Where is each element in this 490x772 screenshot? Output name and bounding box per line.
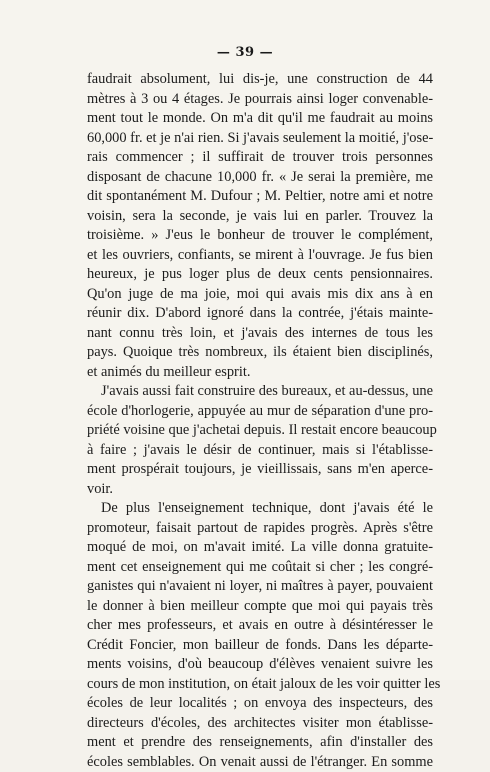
text-line: voisin, sera la seconde, je vais lui en parler. Trouvez la (87, 207, 433, 227)
text-line: ment prospérait toujours, je vieillissais, sans m'en aperce- (87, 460, 433, 480)
text-line: le donner à bien meilleur compte que moi qui payais très (87, 597, 433, 617)
text-line: faudrait absolument, lui dis-je, une construction de 44 (87, 70, 433, 90)
text-line: directeurs d'écoles, des architectes visiter mon établisse- (87, 714, 433, 734)
paragraph (87, 499, 433, 772)
text-line: Crédit Foncier, mon bailleur de fonds. Dans les départe- (87, 636, 433, 656)
text-line: cours de mon institution, on était jaloux de les voir quitter les (87, 675, 433, 695)
text-line: troisième. » J'eus le bonheur de trouver le complément, (87, 226, 433, 246)
text-line: et animés du meilleur esprit. (87, 363, 433, 383)
paragraph (87, 70, 433, 382)
paragraph (87, 382, 433, 499)
text-line: rais commencer ; il suffirait de trouver trois personnes (87, 148, 433, 168)
page-number: — 39 — (0, 45, 490, 60)
text-line: et les ouvriers, confiants, se mirent à l'ouvrage. Je fus bien (87, 246, 433, 266)
text-line: priété voisine que j'achetai depuis. Il restait encore beaucoup (87, 421, 433, 441)
text-line: ment cet enseignement qui me coûtait si cher ; les congré- (87, 558, 433, 578)
text-line: mètres à 3 ou 4 étages. Je pourrais ainsi loger convenable- (87, 90, 433, 110)
body-text (87, 70, 433, 772)
text-line: J'avais aussi fait construire des bureaux, et au-dessus, une (87, 382, 433, 402)
text-line: cher mes professeurs, et avais en outre à désintéresser le (87, 616, 433, 636)
text-line: moqué de moi, on m'avait imité. La ville donna gratuite- (87, 538, 433, 558)
text-line: ments voisins, d'où beaucoup d'élèves venaient suivre les (87, 655, 433, 675)
text-line: Qu'on juge de ma joie, moi qui avais mis dix ans à en (87, 285, 433, 305)
text-line: heureux, je pus loger plus de deux cents pensionnaires. (87, 265, 433, 285)
text-line: pays. Quoique très nombreux, ils étaient bien disciplinés, (87, 343, 433, 363)
text-line: De plus l'enseignement technique, dont j'avais été le (87, 499, 433, 519)
text-line: promoteur, faisait partout de rapides progrès. Après s'être (87, 519, 433, 539)
text-line: réunir dix. D'abord ignoré dans la contrée, j'étais mainte- (87, 304, 433, 324)
text-line: nant connu très loin, et j'avais des internes de tous les (87, 324, 433, 344)
text-line: école d'horlogerie, appuyée au mur de séparation d'une pro- (87, 402, 433, 422)
text-line: 60,000 fr. et je n'ai rien. Si j'avais seulement la moitié, j'ose- (87, 129, 433, 149)
text-line: voir. (87, 480, 433, 500)
text-line: à faire ; j'avais le désir de continuer, mais si l'établisse- (87, 441, 433, 461)
text-line: écoles de leur localités ; on envoya des inspecteurs, des (87, 694, 433, 714)
text-line: ment tout le monde. On m'a dit qu'il me faudrait au moins (87, 109, 433, 129)
text-line: dit spontanément M. Dufour ; M. Peltier, notre ami et notre (87, 187, 433, 207)
text-line: ganistes qui n'avaient ni loyer, ni maîtres à payer, pouvaient (87, 577, 433, 597)
text-line: disposant de chacune 10,000 fr. « Je serai la première, me (87, 168, 433, 188)
text-line: écoles semblables. On venait aussi de l'étranger. En somme (87, 753, 433, 772)
text-line: ment et prendre des renseignements, afin d'installer des (87, 733, 433, 753)
